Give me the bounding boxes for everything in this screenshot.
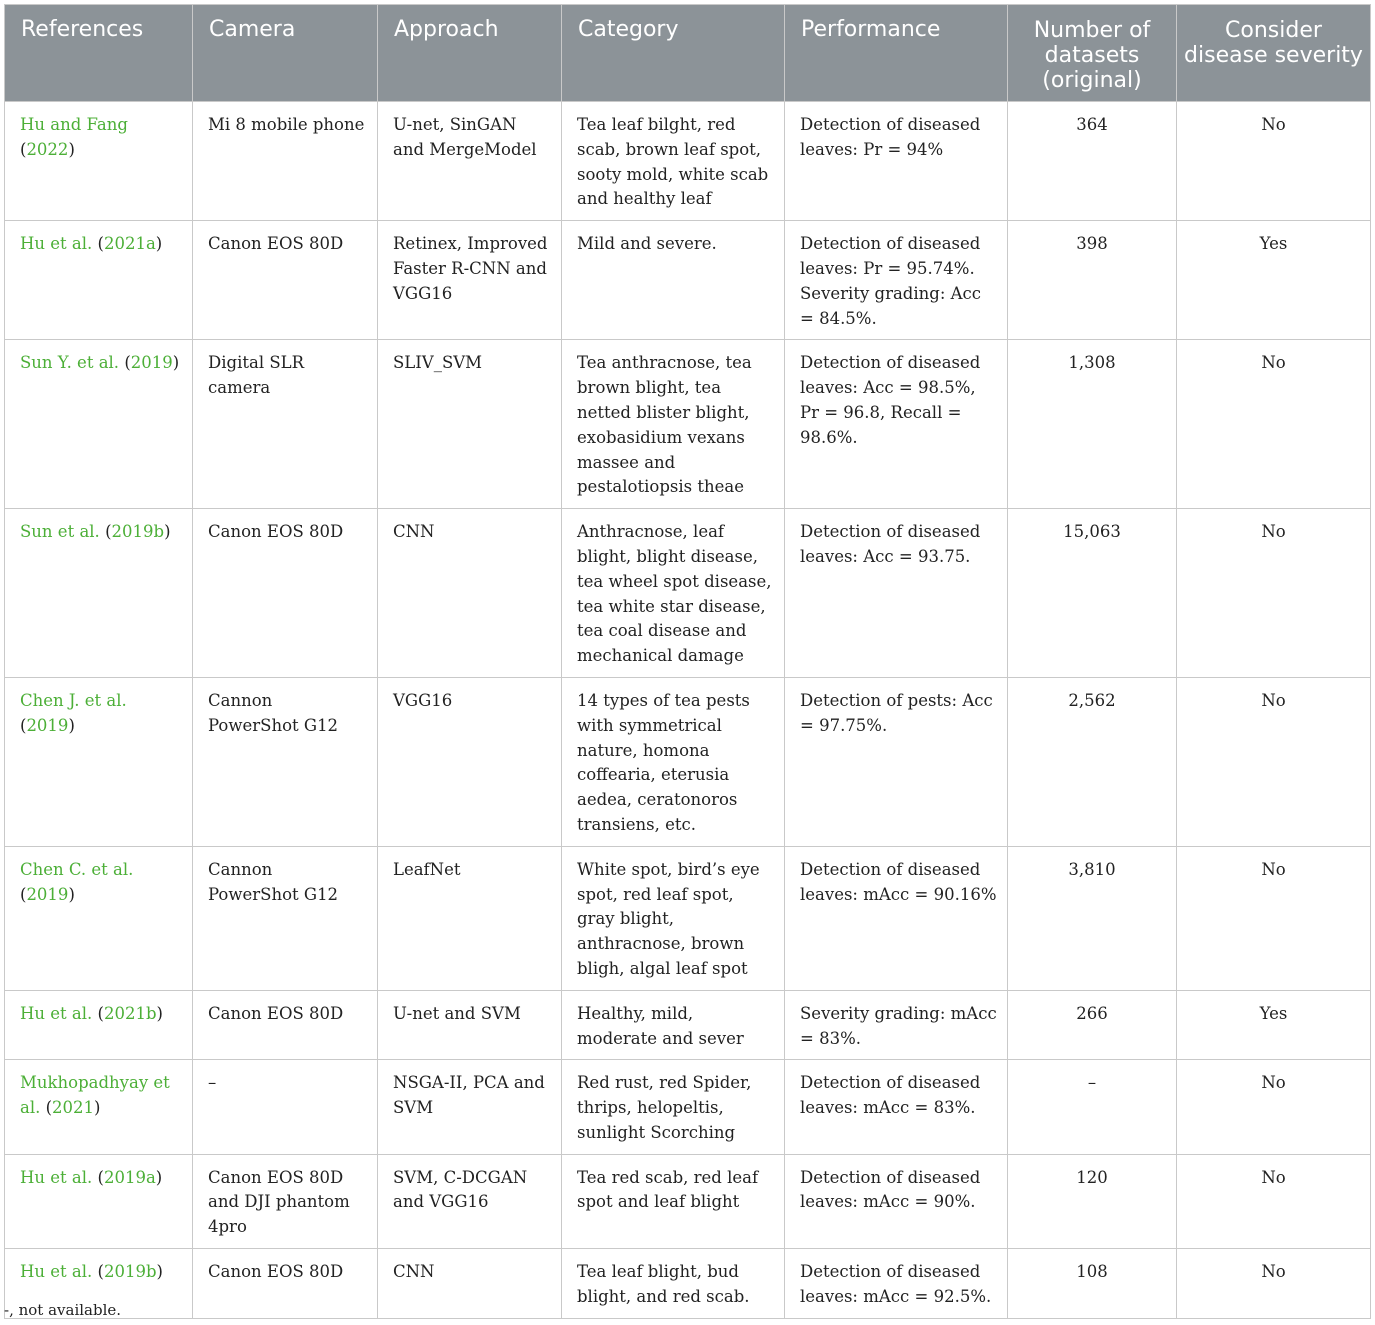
- camera-cell: Cannon PowerShot G12: [193, 677, 378, 846]
- reference-link[interactable]: Sun et al.: [20, 522, 100, 542]
- number-cell: –: [1008, 1060, 1177, 1154]
- reference-link[interactable]: Hu et al.: [20, 1003, 93, 1023]
- table-row: [5, 1154, 1371, 1248]
- approach-cell: Retinex, Improved Faster R-CNN and VGG16: [378, 221, 562, 340]
- number-cell: 3,810: [1008, 846, 1177, 990]
- reference-cell: Hu and Fang (2022): [5, 102, 193, 221]
- approach-cell: U-net and SVM: [378, 990, 562, 1060]
- performance-cell: Detection of diseased leaves: Pr = 95.74%. Severity grading: Acc = 84.5%.: [785, 221, 1008, 340]
- table-body: [5, 102, 1371, 1319]
- camera-cell: Canon EOS 80D and DJI phantom 4pro: [193, 1154, 378, 1248]
- reference-link[interactable]: Chen J. et al.: [20, 690, 127, 710]
- table-row: [5, 221, 1371, 340]
- reference-year-link[interactable]: 2019a: [103, 1167, 156, 1187]
- reference-cell: Chen J. et al. (2019): [5, 677, 193, 846]
- reference-link[interactable]: Mukhopadhyay et al.: [20, 1073, 170, 1118]
- severity-cell: No: [1177, 846, 1371, 990]
- performance-cell: Detection of diseased leaves: mAcc = 90.16%: [785, 846, 1008, 990]
- number-cell: 364: [1008, 102, 1177, 221]
- performance-cell: Detection of diseased leaves: Pr = 94%: [785, 102, 1008, 221]
- category-cell: Anthracnose, leaf blight, blight disease, tea wheel spot disease, tea white star disease, tea coal disease and mechanical damage: [562, 509, 785, 678]
- severity-cell: No: [1177, 509, 1371, 678]
- number-cell: 398: [1008, 221, 1177, 340]
- category-cell: Tea anthracnose, tea brown blight, tea netted blister blight, exobasidium vexans massee and pestalotiopsis theae: [562, 340, 785, 509]
- header-consider-severity: Consider disease severity: [1177, 5, 1371, 102]
- reference-cell: Mukhopadhyay et al. (2021): [5, 1060, 193, 1154]
- table-row: [5, 102, 1371, 221]
- category-cell: Mild and severe.: [562, 221, 785, 340]
- performance-cell: Severity grading: mAcc = 83%.: [785, 990, 1008, 1060]
- reference-year-link[interactable]: 2019b: [111, 522, 165, 542]
- table-header: [5, 5, 1371, 102]
- performance-cell: Detection of diseased leaves: mAcc = 83%.: [785, 1060, 1008, 1154]
- severity-cell: No: [1177, 677, 1371, 846]
- approach-cell: VGG16: [378, 677, 562, 846]
- reference-cell: Sun Y. et al. (2019): [5, 340, 193, 509]
- reference-link[interactable]: Sun Y. et al.: [20, 353, 120, 373]
- category-cell: Tea leaf blight, bud blight, and red scab.: [562, 1249, 785, 1319]
- reference-link[interactable]: Hu and Fang: [20, 115, 128, 134]
- reference-year-link[interactable]: 2021a: [103, 234, 156, 254]
- approach-cell: SVM, C-DCGAN and VGG16: [378, 1154, 562, 1248]
- performance-cell: Detection of diseased leaves: mAcc = 90%.: [785, 1154, 1008, 1248]
- reference-year-link[interactable]: 2021: [52, 1098, 95, 1118]
- header-approach: Approach: [378, 5, 562, 102]
- approach-cell: NSGA-II, PCA and SVM: [378, 1060, 562, 1154]
- camera-cell: Canon EOS 80D: [193, 990, 378, 1060]
- category-cell: Healthy, mild, moderate and sever: [562, 990, 785, 1060]
- category-cell: White spot, bird’s eye spot, red leaf spot, gray blight, anthracnose, brown bligh, algal leaf spot: [562, 846, 785, 990]
- performance-cell: Detection of pests: Acc = 97.75%.: [785, 677, 1008, 846]
- header-references: References: [5, 5, 193, 102]
- table-row: [5, 677, 1371, 846]
- table-row: [5, 340, 1371, 509]
- category-cell: Tea leaf bilght, red scab, brown leaf spot, sooty mold, white scab and healthy leaf: [562, 102, 785, 221]
- reference-cell: Hu et al. (2019a): [5, 1154, 193, 1248]
- table-row: [5, 509, 1371, 678]
- table-row: [5, 1060, 1371, 1154]
- reference-year-link[interactable]: 2019: [26, 715, 69, 735]
- reference-cell: Chen C. et al. (2019): [5, 846, 193, 990]
- table-footnote: -, not available.: [4, 1301, 122, 1319]
- table-row: [5, 990, 1371, 1060]
- approach-cell: U-net, SinGAN and MergeModel: [378, 102, 562, 221]
- number-cell: 2,562: [1008, 677, 1177, 846]
- header-number-of-datasets: Number of datasets (original): [1008, 5, 1177, 102]
- number-cell: 15,063: [1008, 509, 1177, 678]
- table-row: [5, 846, 1371, 990]
- reference-cell: Hu et al. (2019b): [5, 1249, 193, 1319]
- approach-cell: CNN: [378, 1249, 562, 1319]
- reference-cell: Hu et al. (2021a): [5, 221, 193, 340]
- category-cell: 14 types of tea pests with symmetrical nature, homona coffearia, eterusia aedea, ceratonoros transiens, etc.: [562, 677, 785, 846]
- reference-link[interactable]: Hu et al.: [20, 1262, 93, 1282]
- camera-cell: Mi 8 mobile phone: [193, 102, 378, 221]
- category-cell: Red rust, red Spider, thrips, helopeltis, sunlight Scorching: [562, 1060, 785, 1154]
- number-cell: 266: [1008, 990, 1177, 1060]
- severity-cell: No: [1177, 1154, 1371, 1248]
- severity-cell: Yes: [1177, 221, 1371, 340]
- camera-cell: –: [193, 1060, 378, 1154]
- camera-cell: Digital SLR camera: [193, 340, 378, 509]
- severity-cell: No: [1177, 340, 1371, 509]
- performance-cell: Detection of diseased leaves: Acc = 93.75.: [785, 509, 1008, 678]
- reference-year-link[interactable]: 2019b: [103, 1262, 157, 1282]
- severity-cell: No: [1177, 102, 1371, 221]
- severity-cell: No: [1177, 1060, 1371, 1154]
- performance-cell: Detection of diseased leaves: mAcc = 92.5%.: [785, 1249, 1008, 1319]
- severity-cell: No: [1177, 1249, 1371, 1319]
- reference-link[interactable]: Chen C. et al.: [20, 859, 134, 879]
- performance-cell: Detection of diseased leaves: Acc = 98.5%, Pr = 96.8, Recall = 98.6%.: [785, 340, 1008, 509]
- approach-cell: CNN: [378, 509, 562, 678]
- camera-cell: Canon EOS 80D: [193, 509, 378, 678]
- header-row: [5, 5, 1371, 102]
- number-cell: 1,308: [1008, 340, 1177, 509]
- approach-cell: SLIV_SVM: [378, 340, 562, 509]
- header-category: Category: [562, 5, 785, 102]
- number-cell: 108: [1008, 1249, 1177, 1319]
- reference-cell: Sun et al. (2019b): [5, 509, 193, 678]
- reference-year-link[interactable]: 2019: [130, 353, 173, 373]
- number-cell: 120: [1008, 1154, 1177, 1248]
- camera-cell: Cannon PowerShot G12: [193, 846, 378, 990]
- reference-year-link[interactable]: 2021b: [103, 1003, 157, 1023]
- comparison-table: [4, 4, 1371, 1319]
- reference-link[interactable]: Hu et al.: [20, 1167, 93, 1187]
- reference-link[interactable]: Hu et al.: [20, 234, 93, 254]
- category-cell: Tea red scab, red leaf spot and leaf blight: [562, 1154, 785, 1248]
- table-row: [5, 1249, 1371, 1319]
- reference-year-link[interactable]: 2022: [26, 139, 69, 159]
- severity-cell: Yes: [1177, 990, 1371, 1060]
- camera-cell: Canon EOS 80D: [193, 221, 378, 340]
- header-performance: Performance: [785, 5, 1008, 102]
- camera-cell: Canon EOS 80D: [193, 1249, 378, 1319]
- approach-cell: LeafNet: [378, 846, 562, 990]
- reference-year-link[interactable]: 2019: [26, 884, 69, 904]
- reference-cell: Hu et al. (2021b): [5, 990, 193, 1060]
- header-camera: Camera: [193, 5, 378, 102]
